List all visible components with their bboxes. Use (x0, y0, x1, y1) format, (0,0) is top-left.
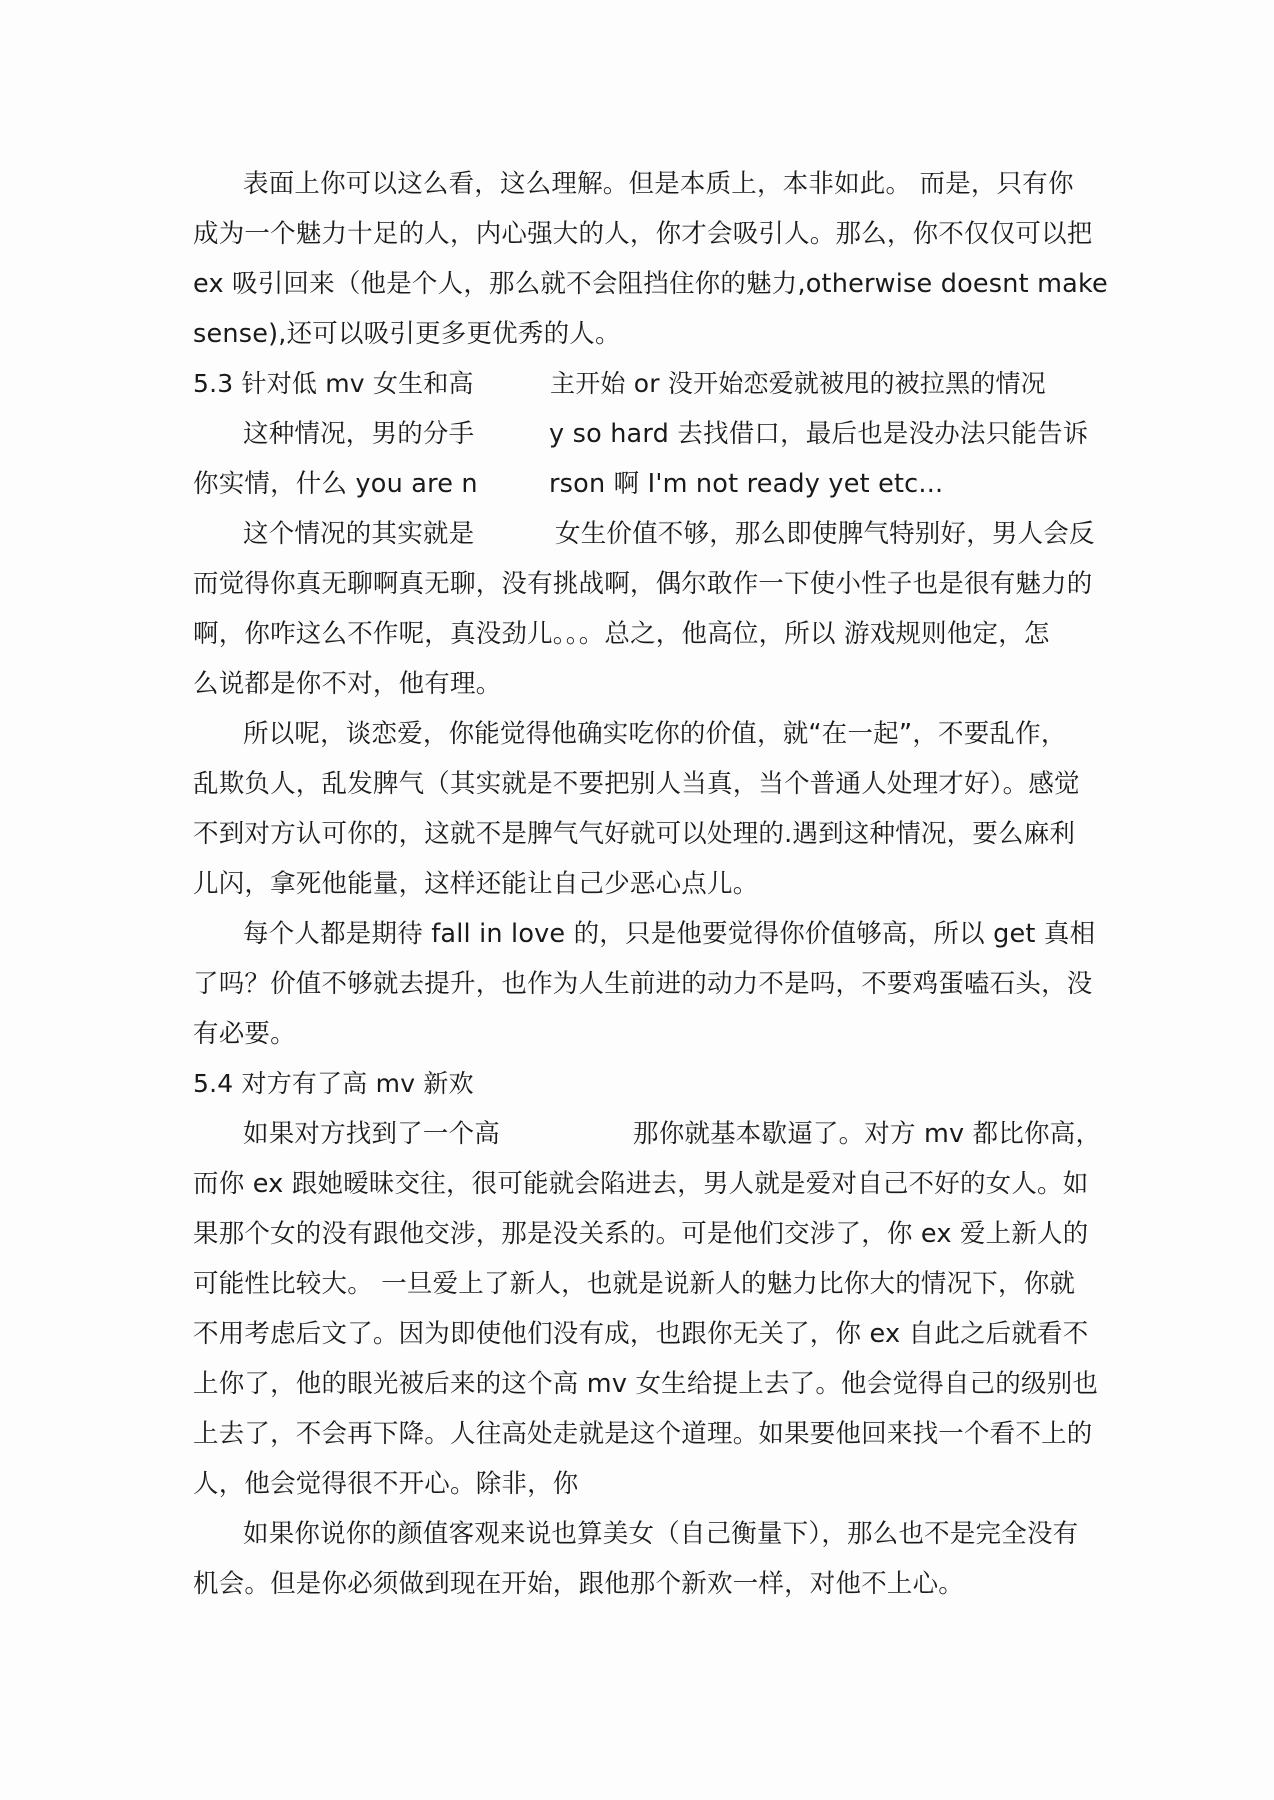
text-line: 机会。但是你必须做到现在开始，跟他那个新欢一样，对他不上心。 (193, 1569, 965, 1599)
text-line: sense),还可以吸引更多更优秀的人。 (193, 319, 621, 349)
text-line: 成为一个魅力十足的人，内心强大的人，你才会吸引人。那么，你不仅仅可以把 (193, 219, 1093, 249)
text-left-fragment: 这种情况，男的分手 (243, 419, 475, 449)
text-right-fragment: y so hard 去找借口，最后也是没办法只能告诉 (549, 419, 1089, 449)
text-line: 啊，你咋这么不作呢，真没劲儿。。。总之，他高位，所以 游戏规则他定，怎 (193, 619, 1050, 649)
text-line: 么说都是你不对，他有理。 (193, 669, 502, 699)
text-line: 不用考虑后文了。因为即使他们没有成，也跟你无关了，你 ex 自此之后就看不 (193, 1319, 1089, 1349)
text-line: 儿闪，拿死他能量，这样还能让自己少恶心点儿。 (193, 869, 759, 899)
text-left-fragment: 你实情，什么 you are n (193, 469, 478, 499)
text-left-fragment: 如果对方找到了一个高 (243, 1119, 501, 1149)
text-line: 如果你说你的颜值客观来说也算美女（自己衡量下），那么也不是完全没有 (243, 1519, 1079, 1549)
text-line: 不到对方认可你的，这就不是脾气气好就可以处理的.遇到这种情况，要么麻利 (193, 819, 1076, 849)
text-line: 乱欺负人，乱发脾气（其实就是不要把别人当真，当个普通人处理才好）。感觉 (193, 769, 1080, 799)
text-line: ex 吸引回来（他是个人，那么就不会阻挡住你的魅力,otherwise doesnt make (193, 269, 1108, 299)
text-right-fragment: 那你就基本歇逼了。对方 mv 都比你高， (633, 1119, 1102, 1149)
section-heading-5-4: 5.4 对方有了高 mv 新欢 (193, 1069, 474, 1098)
section-heading-5-3 (193, 366, 1093, 402)
text-line: 有必要。 (193, 1019, 296, 1049)
heading-left-fragment: 5.3 针对低 mv 女生和高 (193, 369, 474, 398)
text-line: 而觉得你真无聊啊真无聊，没有挑战啊，偶尔敢作一下使小性子也是很有魅力的 (193, 569, 1093, 599)
text-line-split (193, 466, 1093, 502)
text-line: 而你 ex 跟她暧昧交往，很可能就会陷进去，男人就是爱对自己不好的女人。如 (193, 1169, 1089, 1199)
text-line: 可能性比较大。 一旦爱上了新人，也就是说新人的魅力比你大的情况下，你就 (193, 1269, 1076, 1299)
text-line: 上去了，不会再下降。人往高处走就是这个道理。如果要他回来找一个看不上的 (193, 1419, 1093, 1449)
text-line-split (243, 416, 1093, 452)
text-line: 人，他会觉得很不开心。除非，你 (193, 1469, 579, 1499)
text-line-split (243, 1116, 1102, 1152)
heading-right-fragment: 主开始 or 没开始恋爱就被甩的被拉黑的情况 (550, 369, 1046, 398)
text-left-fragment: 这个情况的其实就是 (243, 519, 475, 549)
text-line: 上你了，他的眼光被后来的这个高 mv 女生给提上去了。他会觉得自己的级别也 (193, 1369, 1099, 1399)
text-line-split (243, 516, 1093, 552)
text-line: 了吗？价值不够就去提升，也作为人生前进的动力不是吗，不要鸡蛋嗑石头，没 (193, 969, 1093, 999)
text-line: 果那个女的没有跟他交涉，那是没关系的。可是他们交涉了，你 ex 爱上新人的 (193, 1219, 1089, 1249)
text-right-fragment: 女生价值不够，那么即使脾气特别好，男人会反 (555, 519, 1095, 549)
text-right-fragment: rson 啊 I'm not ready yet etc... (549, 469, 944, 499)
text-line: 每个人都是期待 fall in love 的，只是他要觉得你价值够高，所以 get 真相 (243, 919, 1096, 949)
text-line: 所以呢，谈恋爱，你能觉得他确实吃你的价值，就“在一起”，不要乱作， (243, 719, 1067, 749)
text-line: 表面上你可以这么看，这么理解。但是本质上，本非如此。 而是，只有你 (243, 169, 1074, 199)
